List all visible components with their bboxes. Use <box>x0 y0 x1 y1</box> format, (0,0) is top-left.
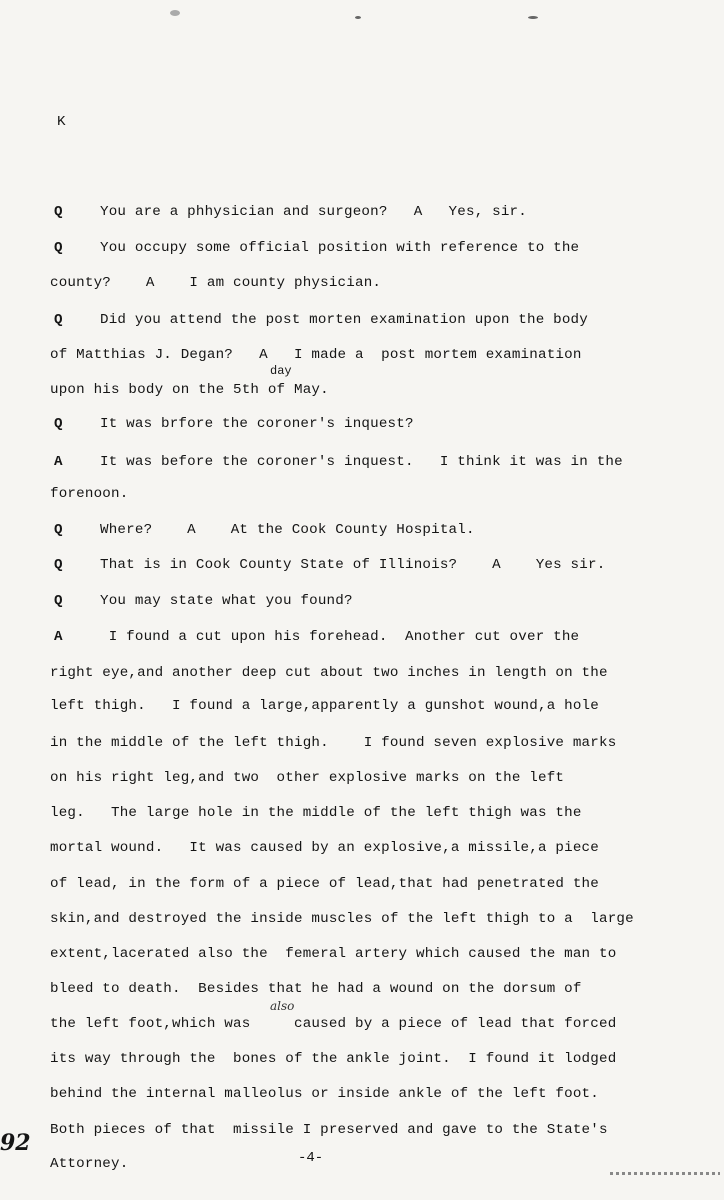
text-line: Did you attend the post morten examination upon the body <box>100 312 588 328</box>
text-line: county? A I am county physician. <box>50 275 382 291</box>
text-line: its way through the bones of the ankle joint. I found it lodged <box>50 1051 617 1067</box>
text-line: the left foot,which was caused by a piece of lead that forced <box>50 1016 617 1032</box>
text-line: Both pieces of that missile I preserved and gave to the State's <box>50 1122 608 1138</box>
line-marker: Q <box>54 312 63 328</box>
text-line: That is in Cook County State of Illinois? A Yes sir. <box>100 557 606 573</box>
line-marker: Q <box>54 416 63 432</box>
line-marker: Q <box>54 240 63 256</box>
text-line: extent,lacerated also the femeral artery which caused the man to <box>50 946 617 962</box>
interlinear-day: day <box>270 364 292 378</box>
header-letter: K <box>57 114 66 130</box>
text-line: on his right leg,and two other explosive marks on the left <box>50 770 565 786</box>
page-number: -4- <box>298 1150 324 1166</box>
margin-handwritten-number: 92 <box>0 1130 31 1156</box>
scan-noise <box>610 1172 720 1175</box>
text-line: right eye,and another deep cut about two inches in length on the <box>50 665 608 681</box>
paper-speck <box>170 10 180 16</box>
line-marker: A <box>54 629 63 645</box>
text-line: skin,and destroyed the inside muscles of the left thigh to a large <box>50 911 634 927</box>
text-line: behind the internal malleolus or inside ankle of the left foot. <box>50 1086 599 1102</box>
paper-speck <box>355 16 361 19</box>
text-line: It was brfore the coroner's inquest? <box>100 416 414 432</box>
line-marker: Q <box>54 522 63 538</box>
text-line: Attorney. <box>50 1156 129 1172</box>
text-line: bleed to death. Besides that he had a wound on the dorsum of <box>50 981 582 997</box>
text-line: You occupy some official position with reference to the <box>100 240 580 256</box>
text-line: It was before the coroner's inquest. I think it was in the <box>100 454 623 470</box>
text-line: forenoon. <box>50 486 129 502</box>
line-marker: Q <box>54 557 63 573</box>
text-line: You may state what you found? <box>100 593 353 609</box>
text-line: You are a phhysician and surgeon? A Yes, sir. <box>100 204 527 220</box>
text-line: in the middle of the left thigh. I found seven explosive marks <box>50 735 617 751</box>
text-line: leg. The large hole in the middle of the left thigh was the <box>50 805 582 821</box>
handwritten-also: also <box>270 999 295 1013</box>
text-line: I found a cut upon his forehead. Another cut over the <box>100 629 580 645</box>
text-line: upon his body on the 5th of May. <box>50 382 329 398</box>
line-marker: A <box>54 454 63 470</box>
line-marker: Q <box>54 593 63 609</box>
text-line: of lead, in the form of a piece of lead,that had penetrated the <box>50 876 599 892</box>
text-line: mortal wound. It was caused by an explosive,a missile,a piece <box>50 840 599 856</box>
paper-speck <box>528 16 538 19</box>
text-line: of Matthias J. Degan? A I made a post mortem examination <box>50 347 582 363</box>
line-marker: Q <box>54 204 63 220</box>
text-line: Where? A At the Cook County Hospital. <box>100 522 475 538</box>
text-line: left thigh. I found a large,apparently a gunshot wound,a hole <box>50 698 599 714</box>
